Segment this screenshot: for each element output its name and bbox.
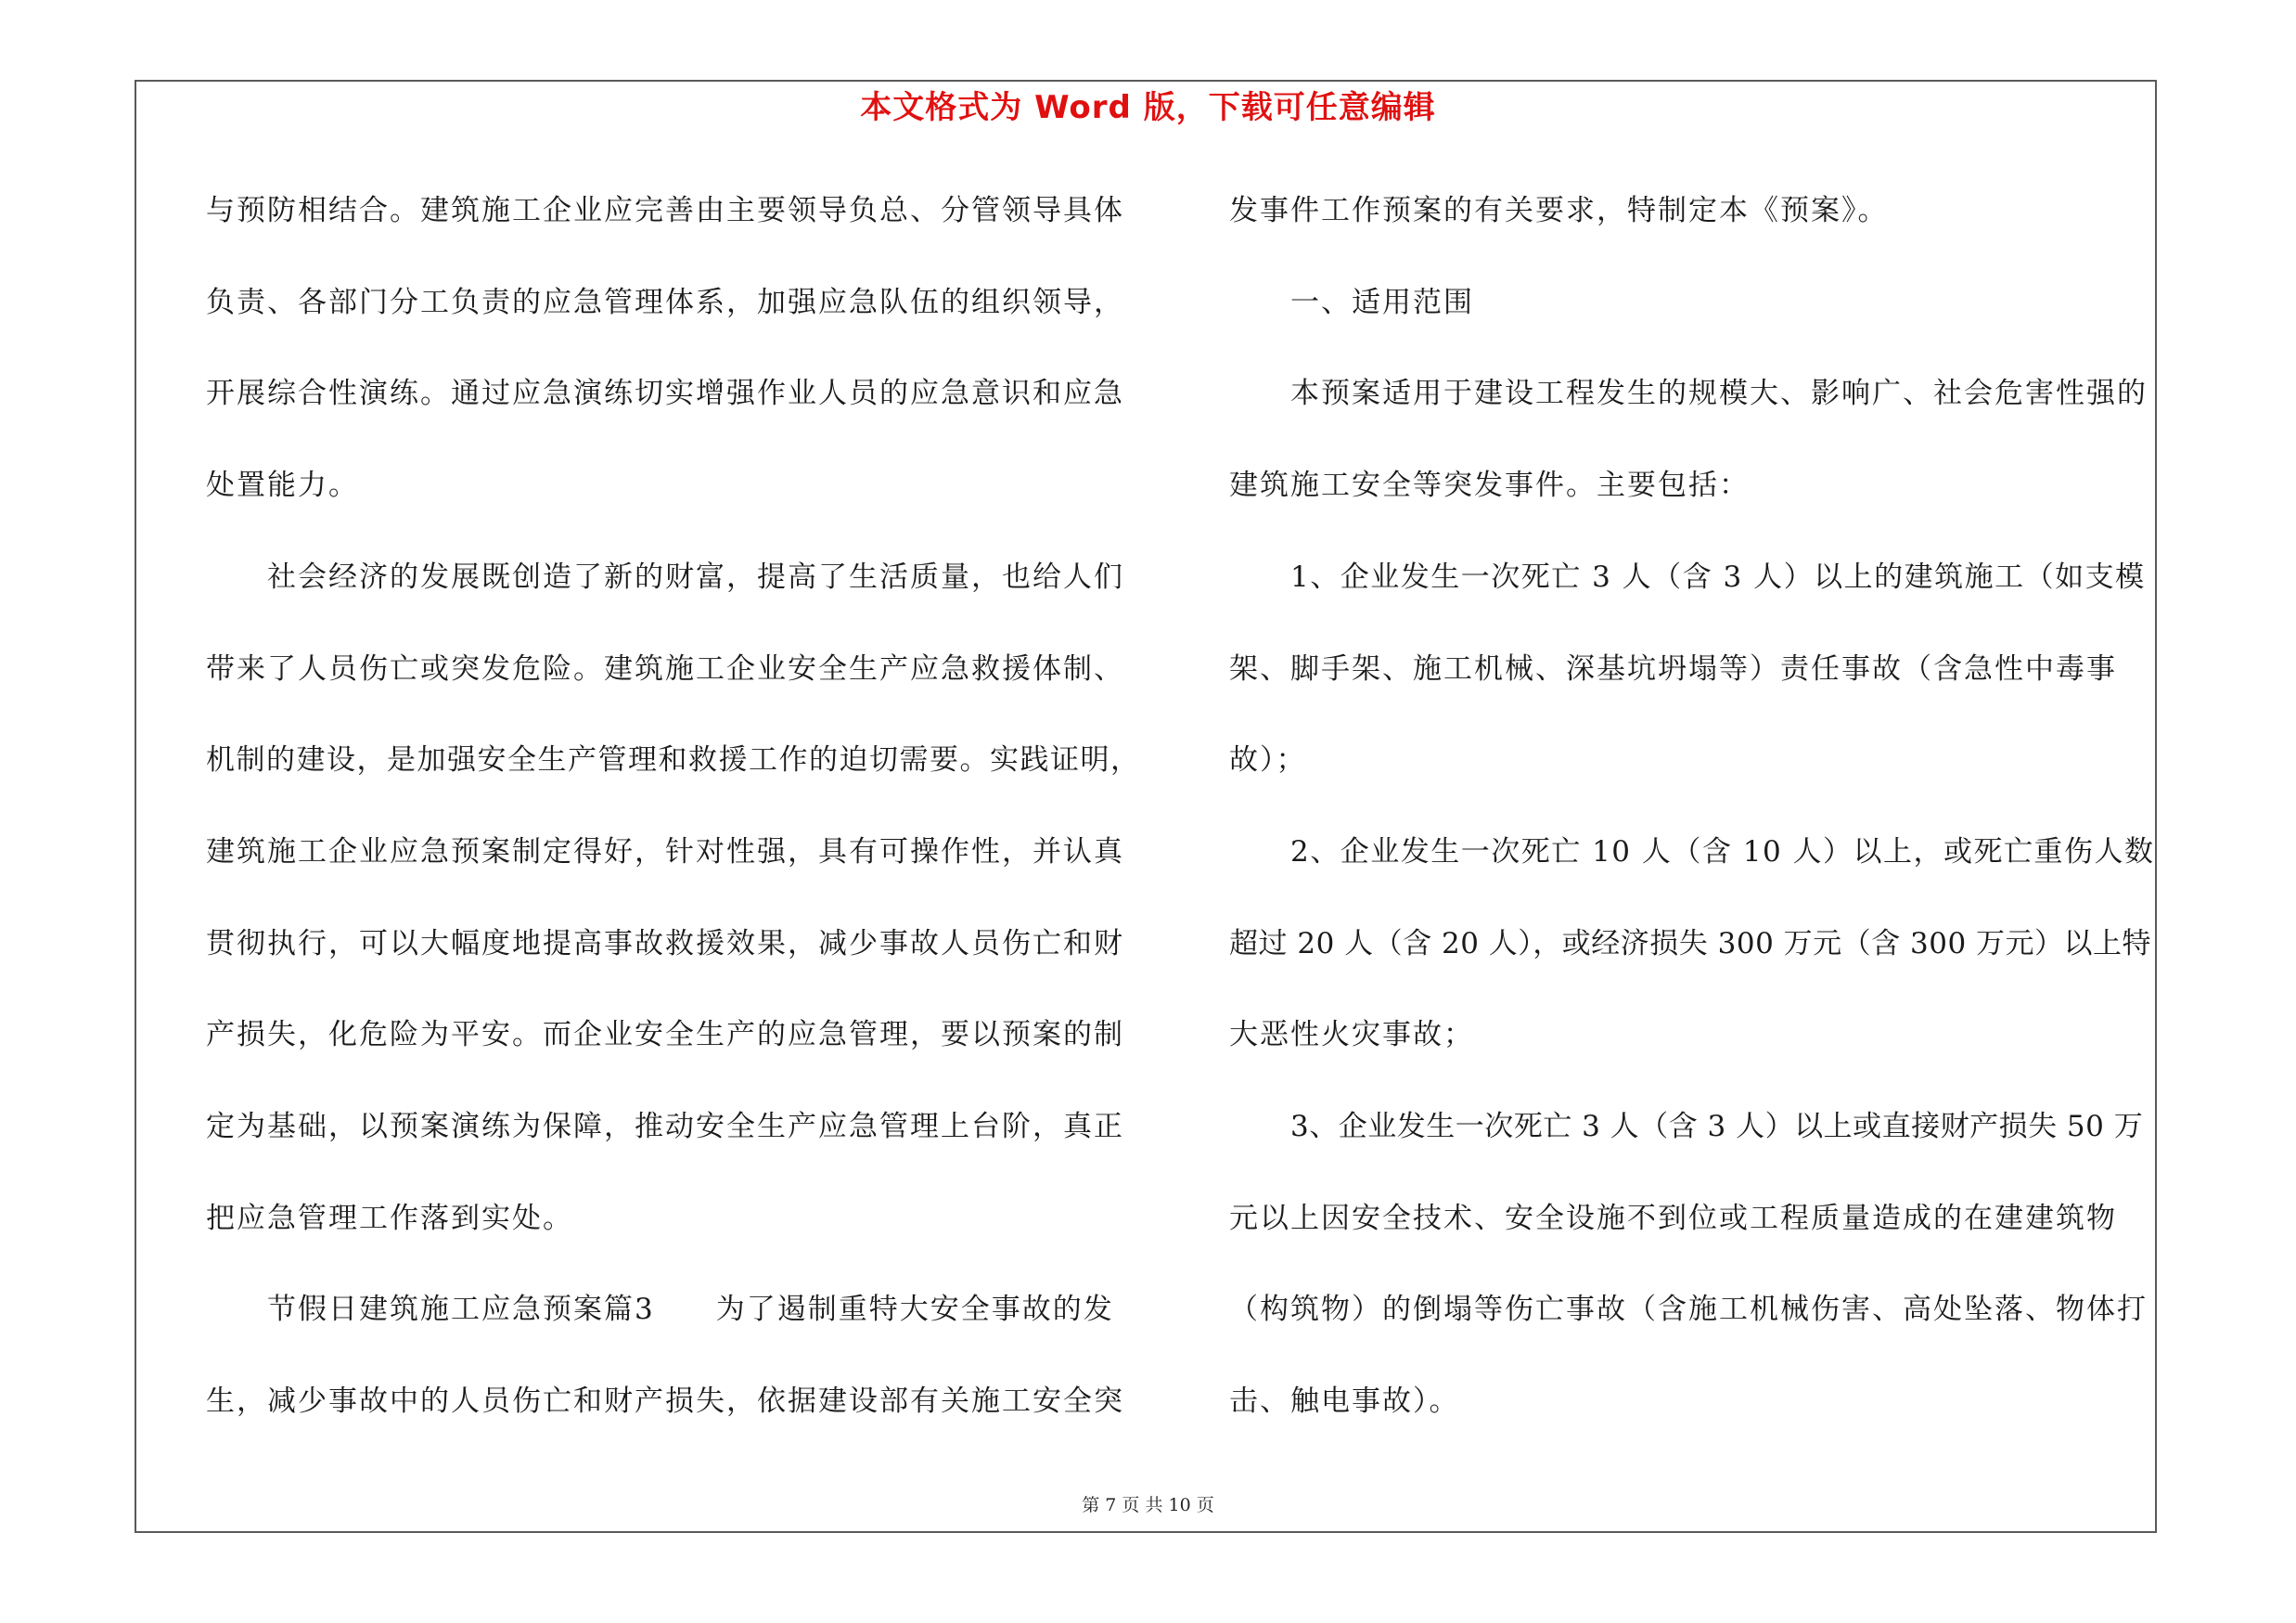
text-line: 大恶性火灾事故；: [1229, 1018, 1474, 1052]
text-line: 2、企业发生一次死亡 10 人（含 10 人）以上，或死亡重伤人数: [1290, 834, 2155, 869]
text-line: 击、触电事故）。: [1229, 1385, 1460, 1419]
page-number: 第 7 页 共 10 页: [1082, 1495, 1214, 1515]
text-line: 元以上因安全技术、安全设施不到位或工程质量造成的在建建筑物: [1229, 1201, 2117, 1235]
text-line: 产损失，化危险为平安。而企业安全生产的应急管理，要以预案的制: [206, 1018, 1124, 1052]
text-line: 建筑施工企业应急预案制定得好，针对性强，具有可操作性，并认真: [206, 834, 1124, 869]
text-line: 机制的建设，是加强安全生产管理和救援工作的迫切需要。实践证明，: [206, 743, 1141, 778]
text-line: 节假日建筑施工应急预案篇3 为了遏制重特大安全事故的发: [267, 1293, 1114, 1327]
text-line: 超过 20 人（含 20 人），或经济损失 300 万元（含 300 万元）以上特: [1229, 926, 2152, 960]
text-line: 3、企业发生一次死亡 3 人（含 3 人）以上或直接财产损失 50 万: [1290, 1110, 2144, 1143]
text-line: 一、适用范围: [1290, 285, 1474, 319]
text-line: 故）；: [1229, 743, 1307, 778]
text-line: （构筑物）的倒塌等伤亡事故（含施工机械伤害、高处坠落、物体打: [1229, 1293, 2148, 1327]
text-line: 处置能力。: [206, 469, 359, 503]
text-line: 本预案适用于建设工程发生的规模大、影响广、社会危害性强的: [1290, 377, 2148, 411]
text-line: 开展综合性演练。通过应急演练切实增强作业人员的应急意识和应急: [206, 377, 1124, 411]
text-line: 建筑施工安全等突发事件。主要包括：: [1229, 469, 1750, 503]
text-line: 带来了人员伤亡或突发危险。建筑施工企业安全生产应急救援体制、: [206, 651, 1124, 686]
text-line: 生，减少事故中的人员伤亡和财产损失，依据建设部有关施工安全突: [206, 1385, 1124, 1419]
text-line: 定为基础，以预案演练为保障，推动安全生产应急管理上台阶，真正: [206, 1110, 1124, 1143]
text-line: 1、企业发生一次死亡 3 人（含 3 人）以上的建筑施工（如支模: [1290, 560, 2146, 594]
text-line: 社会经济的发展既创造了新的财富，提高了生活质量，也给人们: [267, 560, 1124, 594]
text-line: 发事件工作预案的有关要求，特制定本《预案》。: [1229, 194, 1889, 227]
text-line: 贯彻执行，可以大幅度地提高事故救援效果，减少事故人员伤亡和财: [206, 926, 1124, 960]
text-line: 与预防相结合。建筑施工企业应完善由主要领导负总、分管领导具体: [206, 194, 1124, 227]
text-line: 把应急管理工作落到实处。: [206, 1201, 573, 1235]
text-line: 负责、各部门分工负责的应急管理体系，加强应急队伍的组织领导，: [206, 285, 1124, 319]
format-banner: 本文格式为 Word 版，下载可任意编辑: [860, 89, 1436, 126]
text-line: 架、脚手架、施工机械、深基坑坍塌等）责任事故（含急性中毒事: [1229, 651, 2117, 686]
